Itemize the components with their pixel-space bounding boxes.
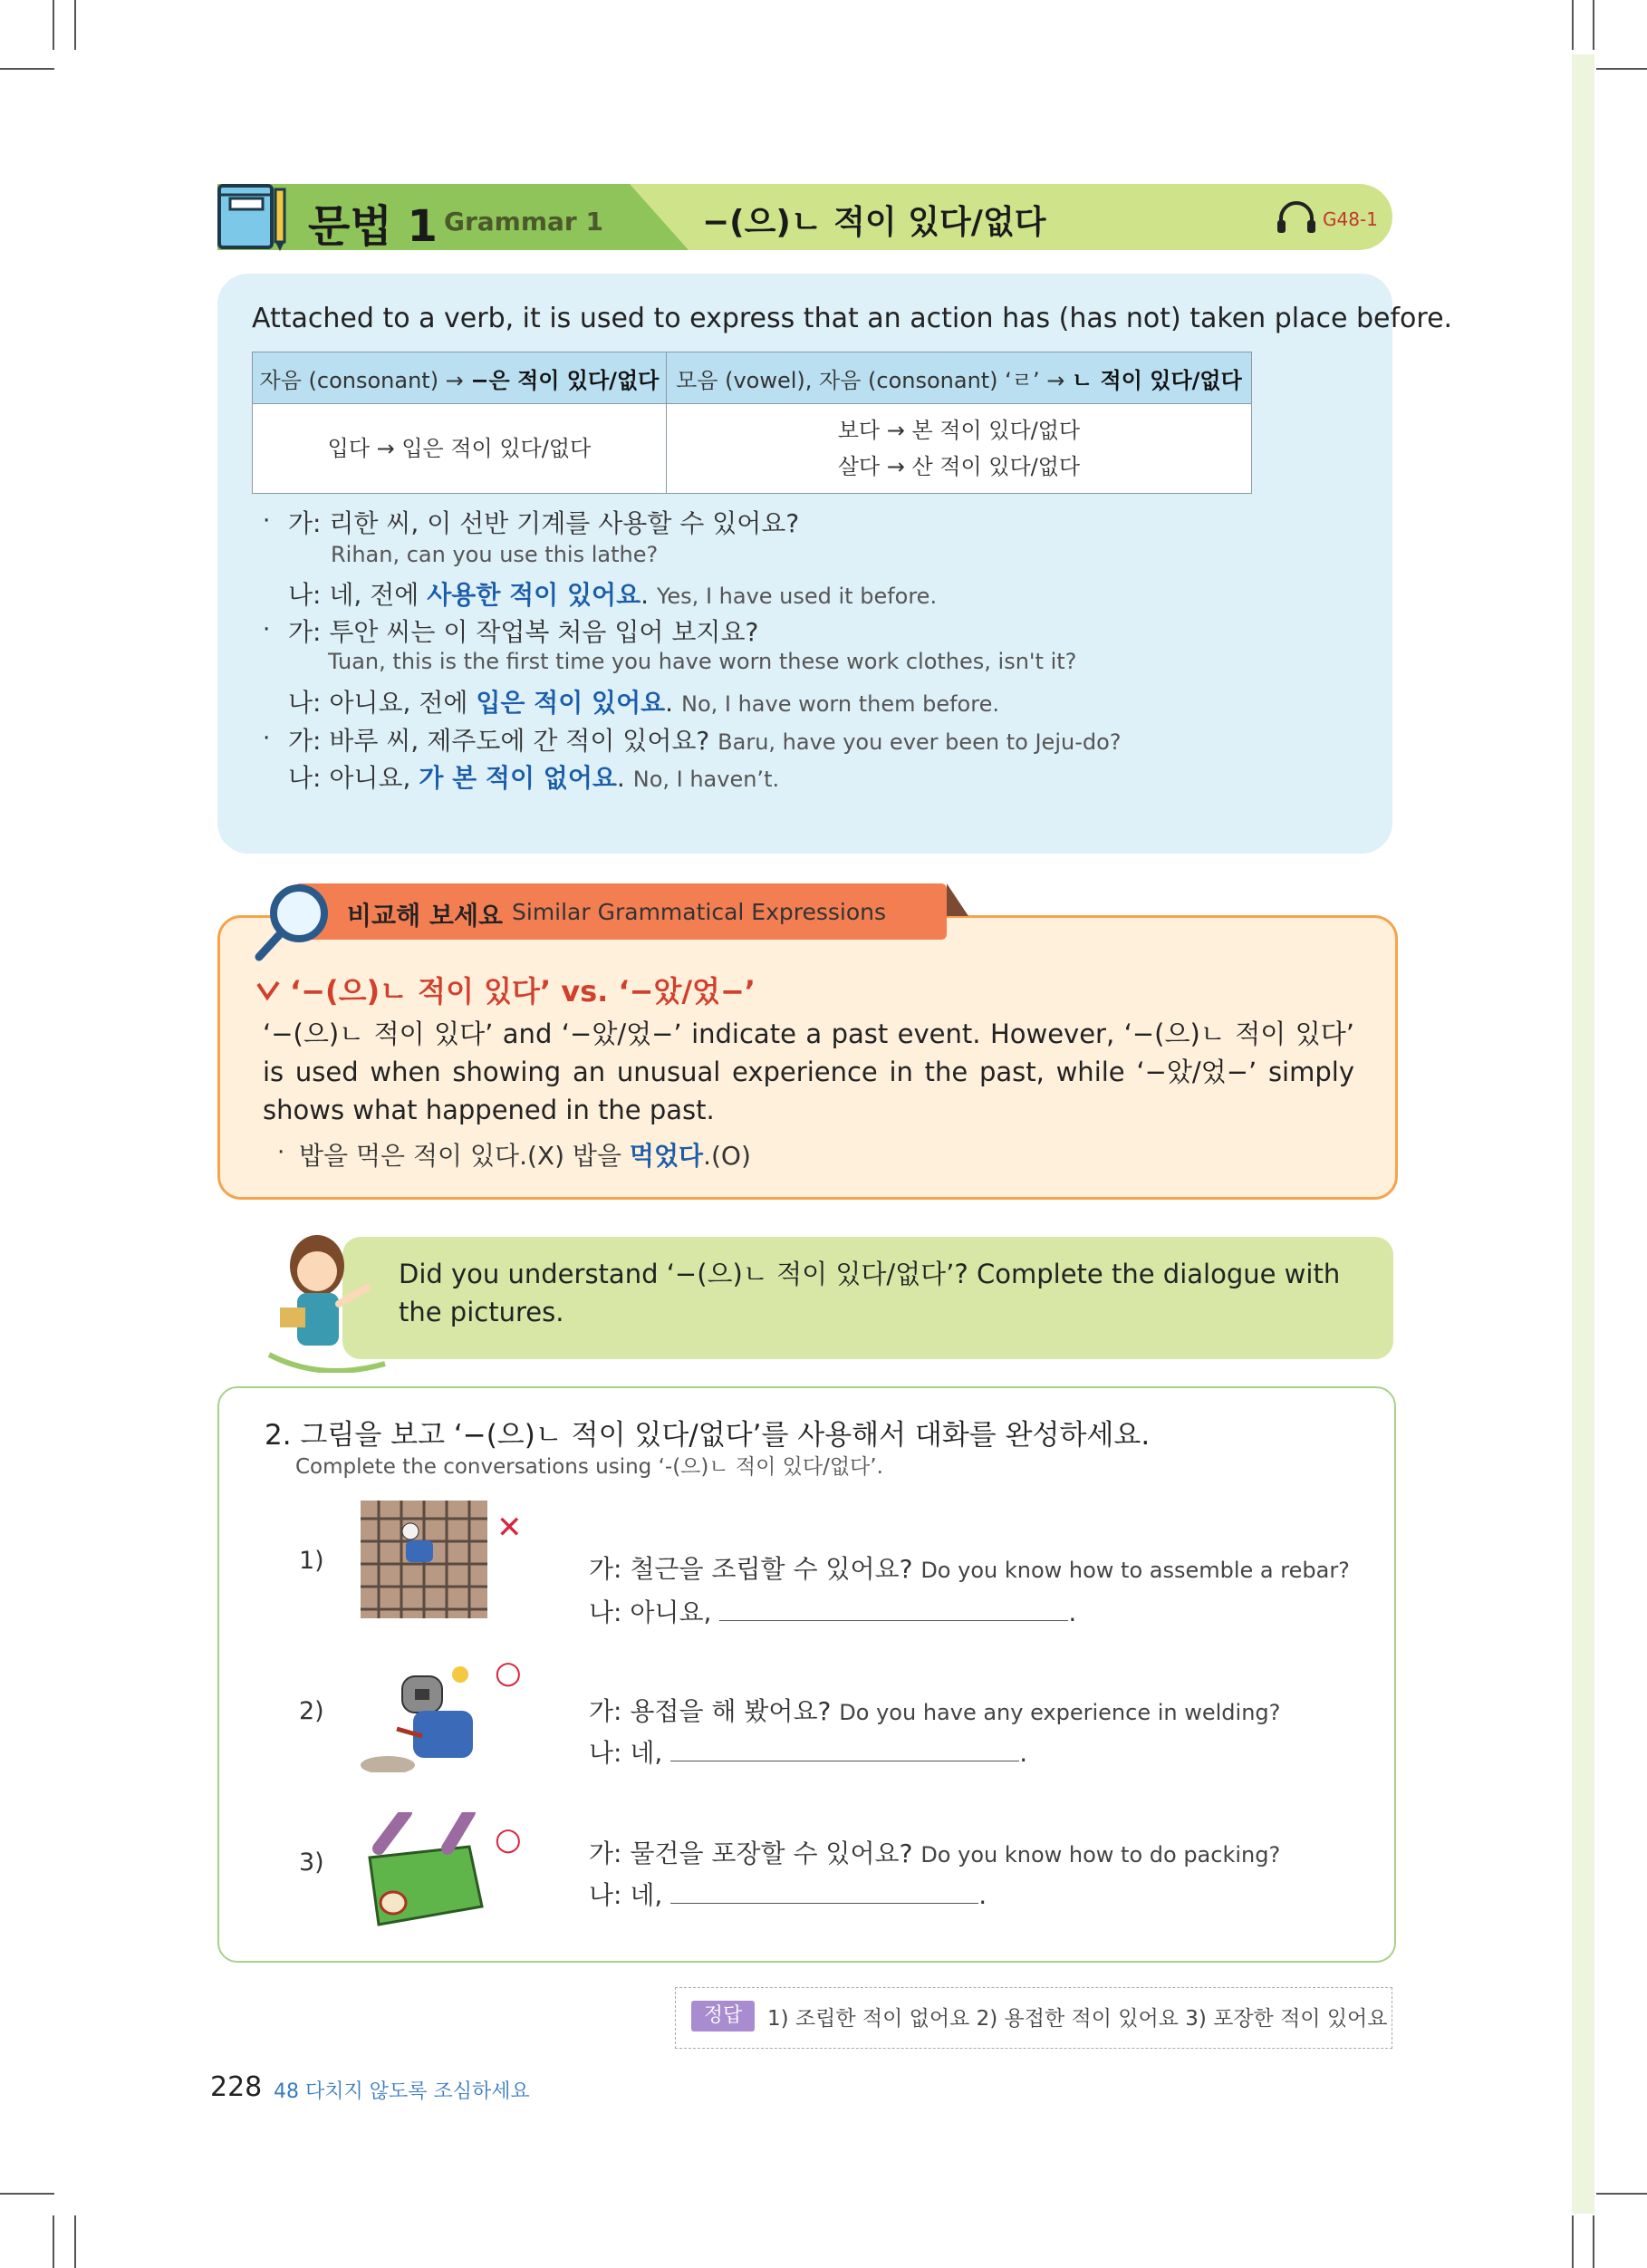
crop-mark xyxy=(74,2215,76,2268)
check-text: Did you understand ‘−(으)ㄴ 적이 있다/없다’? Complete the dialogue with the pictures. xyxy=(399,1259,1341,1327)
answer-blank[interactable] xyxy=(670,1881,978,1904)
rebar-illustration xyxy=(361,1501,487,1618)
answer-blank[interactable] xyxy=(719,1598,1068,1621)
example-answer: 나: 아니요, 가 본 적이 없어요. No, I haven’t. xyxy=(288,763,780,793)
crop-mark xyxy=(0,2193,54,2195)
teacher-illustration xyxy=(267,1228,394,1373)
example-question: 가: 투안 씨는 이 작업복 처음 입어 보지요? xyxy=(288,617,759,647)
audio-code[interactable]: G48-1 xyxy=(1323,208,1378,230)
crop-mark xyxy=(74,0,76,50)
item-answer: 나: 네, . xyxy=(589,1738,1028,1768)
notebook-icon xyxy=(217,182,290,253)
example-question: 가: 바루 씨, 제주도에 간 적이 있어요? Baru, have you ever been to Jeju-do? xyxy=(288,726,1122,756)
crop-mark xyxy=(1593,0,1594,50)
crop-mark xyxy=(1572,0,1574,50)
compare-example: 밥을 먹은 적이 있다.(X) 밥을 먹었다.(O) xyxy=(299,1141,751,1171)
grammar-description: Attached to a verb, it is used to express that an action has (has not) taken place before. xyxy=(252,303,1453,334)
circle-mark: ○ xyxy=(495,1655,522,1691)
compare-tab-fold xyxy=(947,883,968,916)
item-answer: 나: 아니요, . xyxy=(589,1597,1077,1627)
crop-mark xyxy=(1596,2193,1647,2195)
compare-text: ‘−(으)ㄴ 적이 있다’ and ‘−았/었−’ indicate a past event. However, ‘−(으)ㄴ 적이 있다’ is used when showing an unusual experience in the past, while ‘−았/었−’ simply shows what happened in the past. xyxy=(263,1018,1354,1125)
check-icon xyxy=(255,980,281,1001)
example-translation: Rihan, can you use this lathe? xyxy=(331,542,659,567)
welding-illustration xyxy=(361,1664,487,1772)
item-question: 가: 철근을 조립할 수 있어요? Do you know how to assemble a rebar? xyxy=(589,1554,1350,1584)
item-number: 2) xyxy=(299,1697,324,1725)
crop-mark xyxy=(53,0,54,50)
table-header-consonant: 자음 (consonant) → −은 적이 있다/없다 xyxy=(253,352,667,404)
example-translation: Tuan, this is the first time you have worn these work clothes, isn't it? xyxy=(328,649,1077,674)
compare-tab-subtitle: Similar Grammatical Expressions xyxy=(512,899,887,925)
exercise-title: 2. 그림을 보고 ‘−(으)ㄴ 적이 있다/없다’를 사용해서 대화를 완성하세요. xyxy=(265,1419,1151,1452)
crop-mark xyxy=(1572,2215,1574,2268)
exercise-subtitle: Complete the conversations using ‘-(으)ㄴ 적이 있다/없다’. xyxy=(295,1455,883,1479)
header-expression: −(으)ㄴ 적이 있다/없다 xyxy=(702,204,1046,241)
crop-mark xyxy=(53,2215,54,2268)
circle-mark: ○ xyxy=(495,1821,522,1858)
header-subtitle: Grammar 1 xyxy=(444,207,603,236)
crop-mark xyxy=(1593,2215,1594,2268)
conjugation-table xyxy=(252,352,1252,494)
chapter-title: 48 다치지 않도록 조심하세요 xyxy=(274,2080,530,2103)
example-answer: 나: 아니요, 전에 입은 적이 있어요. No, I have worn them before. xyxy=(288,688,999,718)
magnifier-icon xyxy=(252,881,333,962)
example-answer: 나: 네, 전에 사용한 적이 있어요. Yes, I have used it before. xyxy=(288,580,938,610)
bullet: · xyxy=(263,725,271,752)
compare-heading: ‘−(으)ㄴ 적이 있다’ vs. ‘−았/었−’ xyxy=(290,974,756,1009)
answer-badge: 정답 xyxy=(691,2001,755,2032)
answer-text: 1) 조립한 적이 없어요 2) 용접한 적이 있어요 3) 포장한 적이 있어요 xyxy=(767,2007,1388,2031)
header-title: 문법 1 xyxy=(308,201,438,252)
compare-tab-title: 비교해 보세요 xyxy=(347,901,504,931)
item-number: 1) xyxy=(299,1547,324,1575)
table-header-vowel: 모음 (vowel), 자음 (consonant) ‘ㄹ’ → ㄴ 적이 있다/없다 xyxy=(666,352,1251,404)
example-question: 가: 리한 씨, 이 선반 기계를 사용할 수 있어요? xyxy=(288,508,800,538)
table-cell-vowel: 보다 → 본 적이 있다/없다 살다 → 산 적이 있다/없다 xyxy=(666,404,1251,494)
page-number: 228 xyxy=(210,2071,263,2103)
item-question: 가: 용접을 해 봤어요? Do you have any experience in welding? xyxy=(589,1696,1281,1726)
item-number: 3) xyxy=(299,1848,324,1877)
headphone-icon[interactable] xyxy=(1276,200,1317,235)
bullet: · xyxy=(277,1139,285,1166)
table-cell-consonant: 입다 → 입은 적이 있다/없다 xyxy=(253,404,667,494)
answer-blank[interactable] xyxy=(670,1739,1019,1761)
side-strip xyxy=(1572,54,1594,2214)
crop-mark xyxy=(0,68,54,70)
grammar-header xyxy=(217,184,1392,250)
item-question: 가: 물건을 포장할 수 있어요? Do you know how to do packing? xyxy=(589,1839,1281,1868)
bullet: · xyxy=(263,507,271,535)
item-answer: 나: 네, . xyxy=(589,1880,987,1910)
packing-illustration xyxy=(361,1812,487,1930)
cross-mark: ✕ xyxy=(496,1510,523,1546)
crop-mark xyxy=(1596,68,1647,70)
bullet: · xyxy=(263,616,271,643)
